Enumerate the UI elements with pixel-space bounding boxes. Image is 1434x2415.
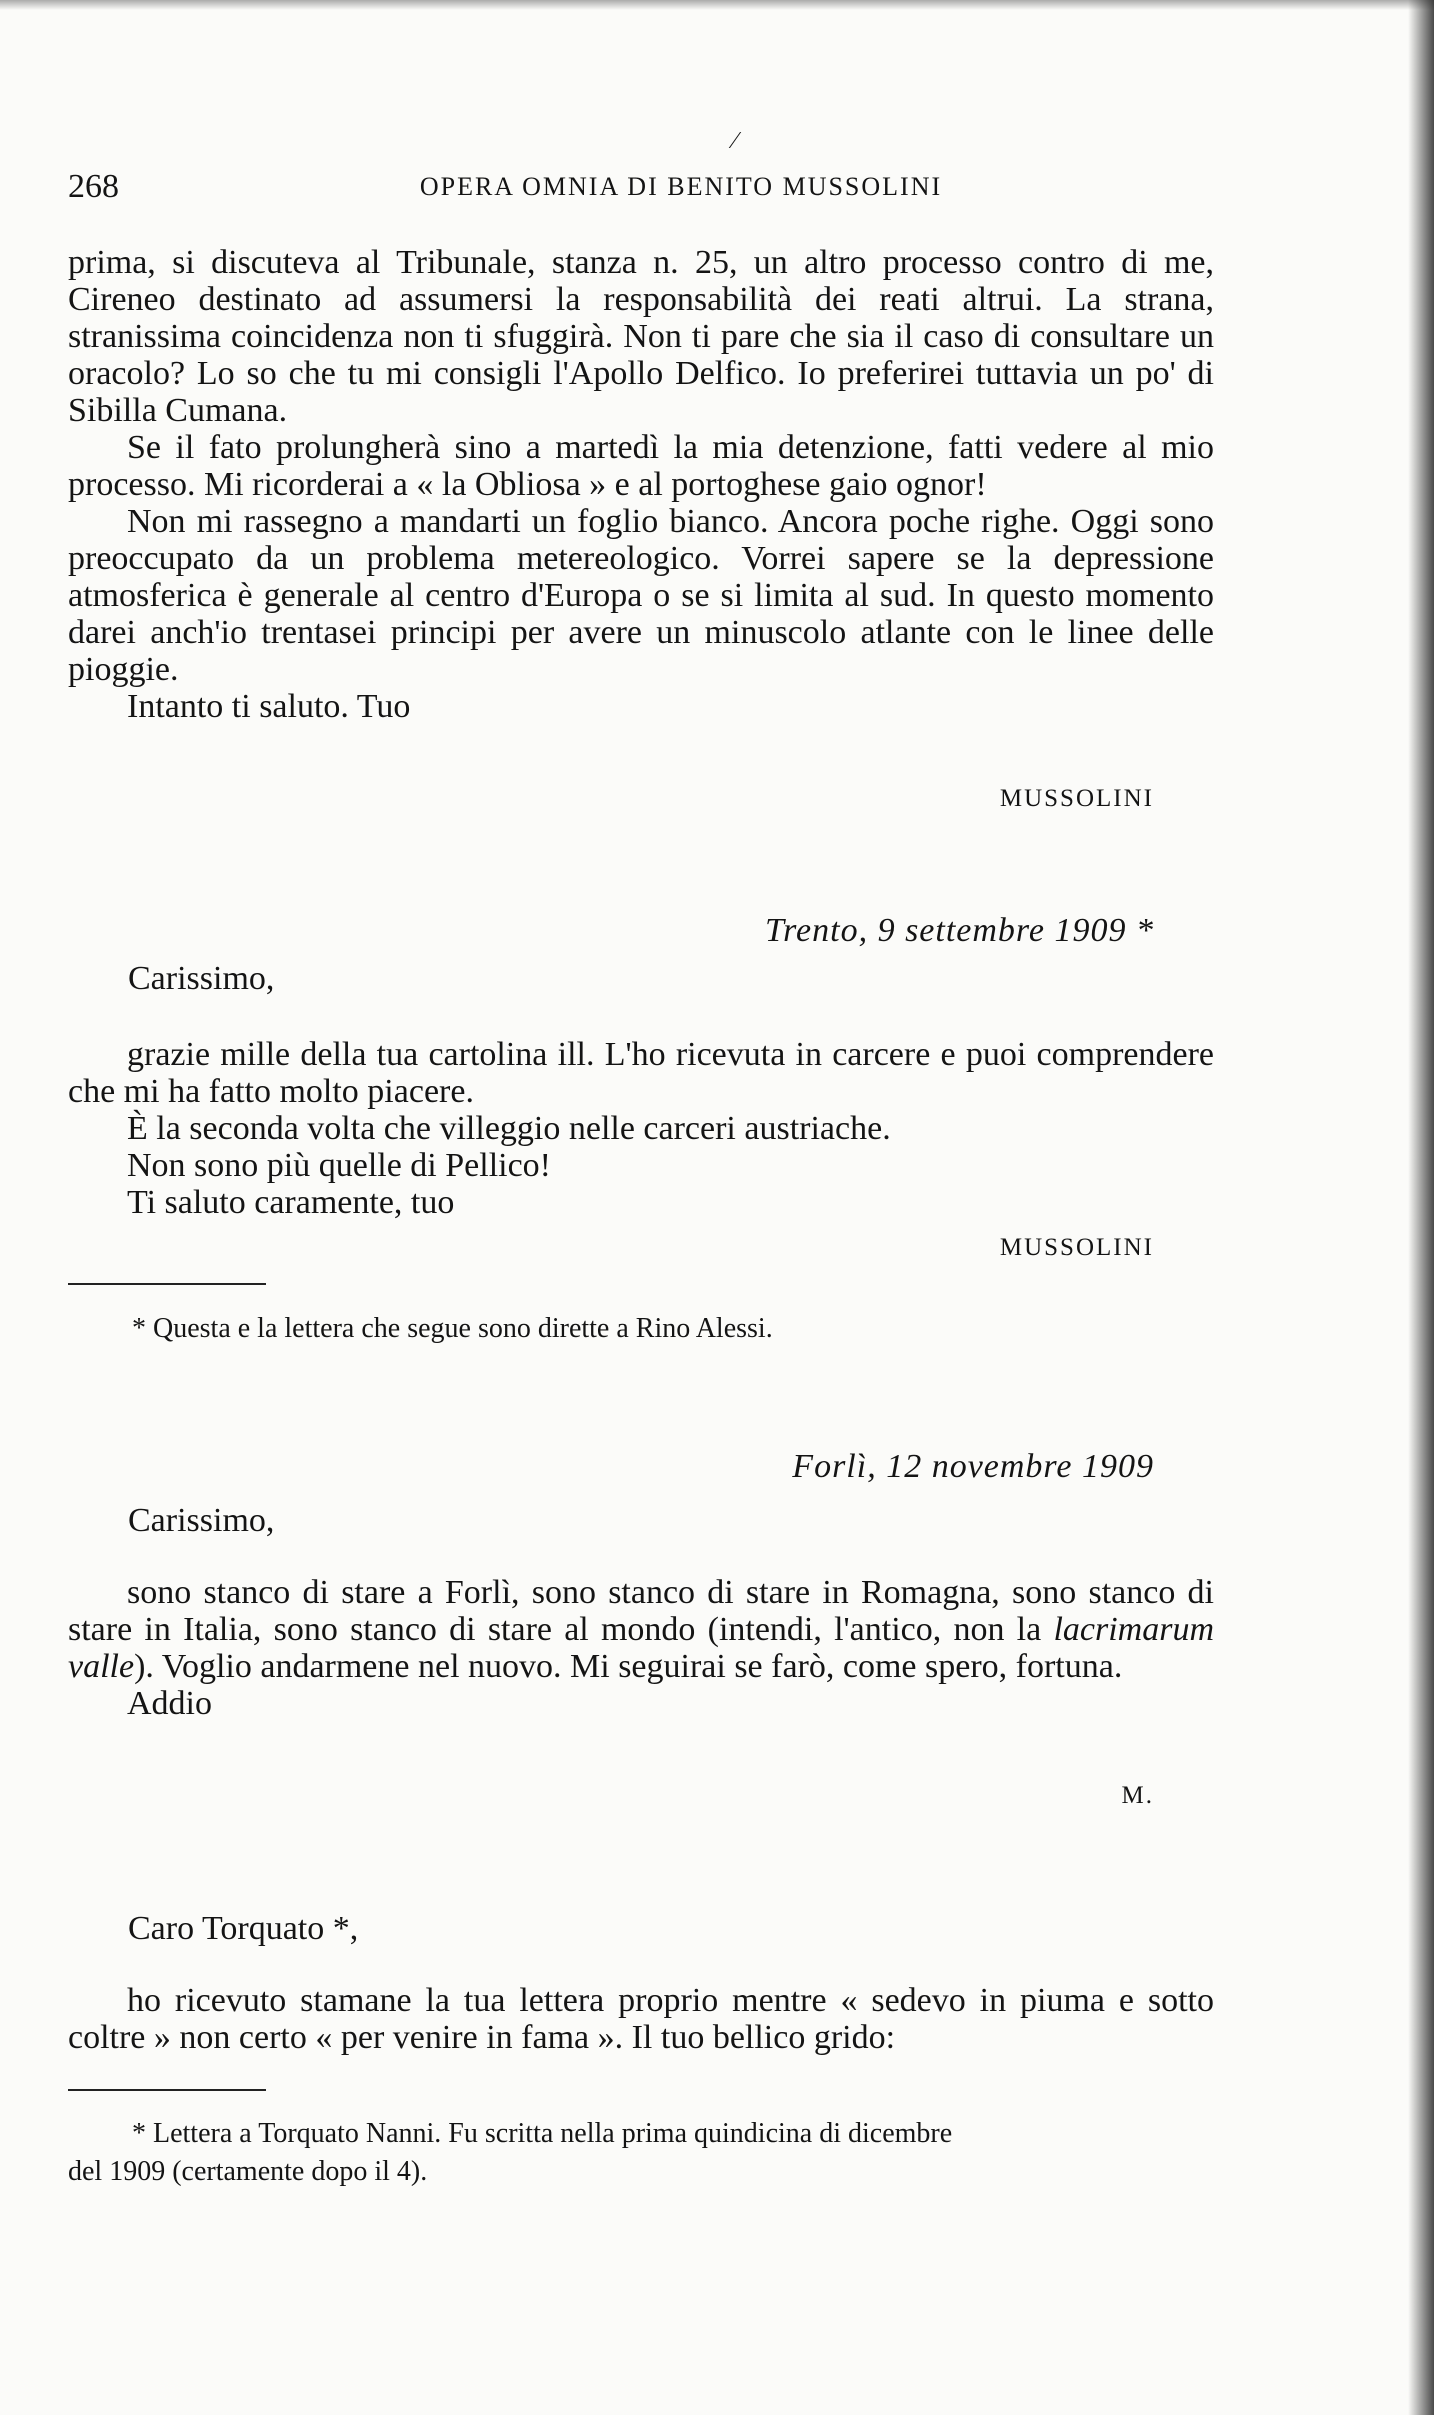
letter-3-body [68,1574,1214,1722]
letter-1-paragraph: prima, si discuteva al Tribunale, stanza n. 25, un altro processo contro di me, Cireneo destinato ad assumersi la responsabilità dei reati altrui. La strana, stranissima coincidenza non ti sfuggirà. Non ti pare che sia il caso di consultare un oracolo? Lo so che tu mi consigli l'Apollo Delfico. Io preferirei tuttavia un po' di Sibilla Cumana. [68,244,1214,429]
letter-2-body [68,1036,1214,1221]
footnote [68,2115,1214,2191]
letter-3-dateline: Forlì, 12 novembre 1909 [792,1448,1154,1485]
running-title: OPERA OMNIA DI BENITO MUSSOLINI [419,172,943,201]
footnote [68,1310,1214,1348]
letter-2-paragraph: Ti saluto caramente, tuo [127,1184,455,1221]
letter-4-salutation: Caro Torquato *, [128,1910,359,1947]
letter-2-dateline: Trento, 9 settembre 1909 * [765,912,1154,949]
letter-3-salutation: Carissimo, [128,1502,275,1539]
letter-1-signature: MUSSOLINI [999,785,1154,812]
letter-3-signature: M. [1121,1782,1154,1809]
letter-1-paragraph: Se il fato prolungherà sino a martedì la mia detenzione, fatti vedere al mio processo. Mi ricorderai a « la Obliosa » e al portoghese gaio ognor! [68,429,1214,503]
footnote-text: * Lettera a Torquato Nanni. Fu scritta nella prima quindicina di dicembre [132,2118,953,2149]
page-number: 268 [68,168,119,205]
letter-1-body [68,244,1214,725]
footnote-rule [68,1283,266,1285]
letter-2-salutation: Carissimo, [128,960,275,997]
scan-mark: ⁄ [733,128,738,154]
letter-2-paragraph: È la seconda volta che villeggio nelle carceri austriache. [127,1110,891,1147]
letter-2-signature: MUSSOLINI [999,1234,1154,1261]
letter-3-text: sono stanco di stare a Forlì, sono stanco di stare in Romagna, sono stanco di stare in Italia, sono stanco di stare al mondo (intendi, l'antico, non la [68,1574,1214,1648]
letter-2-paragraph: grazie mille della tua cartolina ill. L'ho ricevuta in carcere e puoi comprendere che mi ha fatto molto piacere. [68,1036,1214,1110]
footnote-text: del 1909 (certamente dopo il 4). [68,2156,428,2187]
footnote-rule [68,2089,266,2091]
letter-2-paragraph: Non sono più quelle di Pellico! [127,1147,552,1184]
letter-3-paragraph [68,1574,1214,1685]
letter-3-closing: Addio [127,1685,212,1722]
letter-3-latin-phrase: lacrimarum valle [68,1611,1214,1685]
letter-4-body [68,1982,1214,2056]
footnote-text: * Questa e la lettera che segue sono dirette a Rino Alessi. [132,1313,773,1344]
letter-1-paragraph: Non mi rassegno a mandarti un foglio bianco. Ancora poche righe. Oggi sono preoccupato da un problema metereologico. Vorrei sapere se la depressione atmosferica è generale al centro d'Europa o se si limita al sud. In questo momento darei anch'io trentasei principi per avere un minuscolo atlante con le linee delle pioggie. [68,503,1214,688]
scan-edge-top [0,0,1434,10]
letter-1-paragraph: Intanto ti saluto. Tuo [127,688,411,725]
letter-4-paragraph: ho ricevuto stamane la tua lettera proprio mentre « sedevo in piuma e sotto coltre » non certo « per venire in fama ». Il tuo bellico grido: [68,1982,1214,2056]
letter-3-text: ). Voglio andarmene nel nuovo. Mi seguirai se farò, come spero, fortuna. [134,1648,1123,1685]
scan-edge-right [1408,0,1434,2415]
page-header [68,168,1214,208]
